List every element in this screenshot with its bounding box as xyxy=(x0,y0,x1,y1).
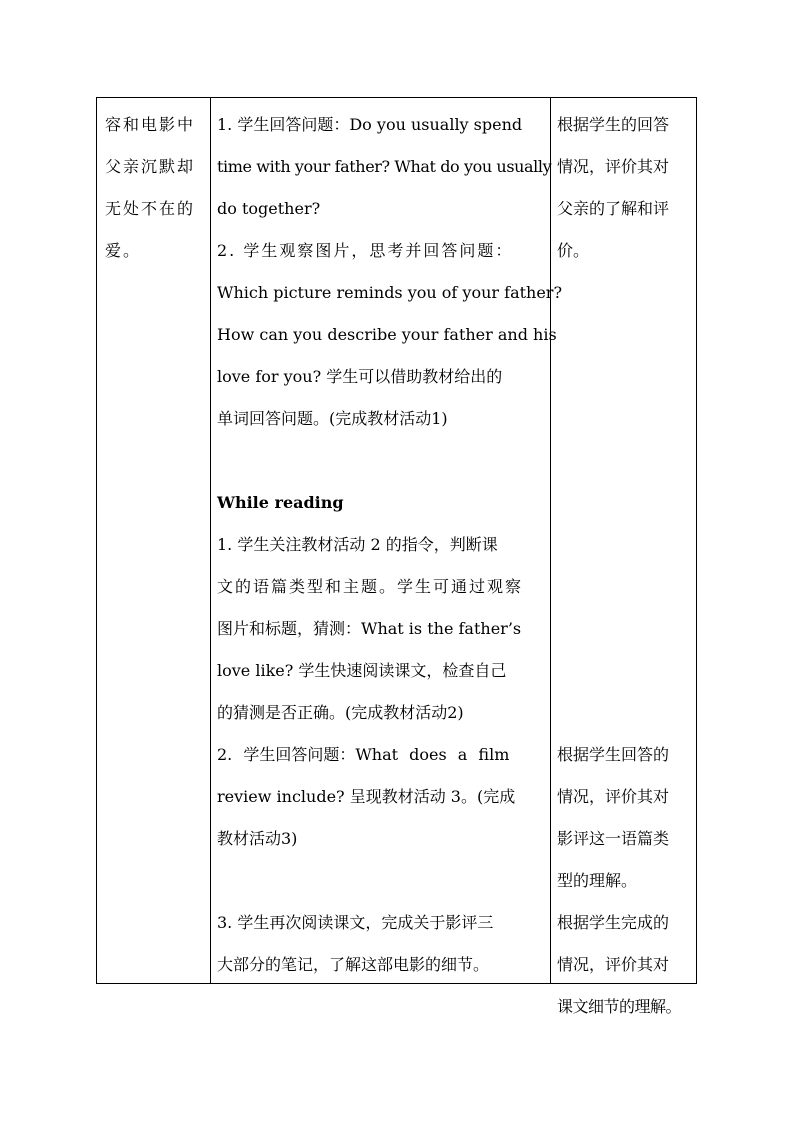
objective-line: 父亲沉默却 xyxy=(105,157,196,176)
activity-line: 1. 学生回答问题：Do you usually spend xyxy=(217,115,523,134)
evaluation-line: 父亲的了解和评 xyxy=(557,199,670,218)
activity-line: 文的语篇类型和主题。学生可通过观察 xyxy=(217,577,524,596)
evaluation-line: 根据学生完成的 xyxy=(557,913,670,932)
activity-line: 单词回答问题。(完成教材活动1) xyxy=(217,409,448,428)
objective-line: 爱。 xyxy=(105,241,142,260)
activity-line: 2. 学生回答问题：What does a film xyxy=(217,745,510,764)
evaluation-line: 影评这一语篇类 xyxy=(557,829,670,848)
evaluation-line: 情况，评价其对 xyxy=(557,787,670,806)
activity-line: 大部分的笔记，了解这部电影的细节。 xyxy=(217,955,490,974)
evaluation-line: 型的理解。 xyxy=(557,871,638,890)
evaluation-line: 情况，评价其对 xyxy=(557,157,670,176)
activity-line: 教材活动3) xyxy=(217,829,298,848)
evaluation-line: 情况，评价其对 xyxy=(557,955,670,974)
objective-line: 无处不在的 xyxy=(105,199,196,218)
activity-line: 的猜测是否正确。(完成教材活动2) xyxy=(217,703,464,722)
activity-line: love like? 学生快速阅读课文，检查自己 xyxy=(217,661,507,680)
evaluation-line: 根据学生回答的 xyxy=(557,745,670,764)
evaluation-cell xyxy=(550,98,698,1016)
evaluation-line: 价。 xyxy=(557,241,590,260)
lesson-plan-table xyxy=(96,97,697,1016)
section-heading: While reading xyxy=(217,493,344,512)
activity-line: How can you describe your father and his xyxy=(217,325,557,344)
objectives-cell xyxy=(97,98,210,983)
activity-line: 1. 学生关注教材活动 2 的指令，判断课 xyxy=(217,535,498,554)
activity-line: Which picture reminds you of your father? xyxy=(217,283,563,302)
activity-line: love for you? 学生可以借助教材给出的 xyxy=(217,367,503,386)
activity-line: 2. 学生观察图片，思考并回答问题： xyxy=(217,241,514,260)
activity-line: do together? xyxy=(217,199,321,218)
activity-line: 图片和标题，猜测：What is the father’s xyxy=(217,619,522,638)
evaluation-line: 根据学生的回答 xyxy=(557,115,670,134)
activity-line: review include? 呈现教材活动 3。(完成 xyxy=(217,787,516,806)
activity-line: time with your father? What do you usually xyxy=(217,157,552,176)
activity-line: 3. 学生再次阅读课文，完成关于影评三 xyxy=(217,913,494,932)
objective-line: 容和电影中 xyxy=(105,115,196,134)
evaluation-line: 课文细节的理解。 xyxy=(557,997,682,1016)
activities-cell xyxy=(210,98,563,983)
